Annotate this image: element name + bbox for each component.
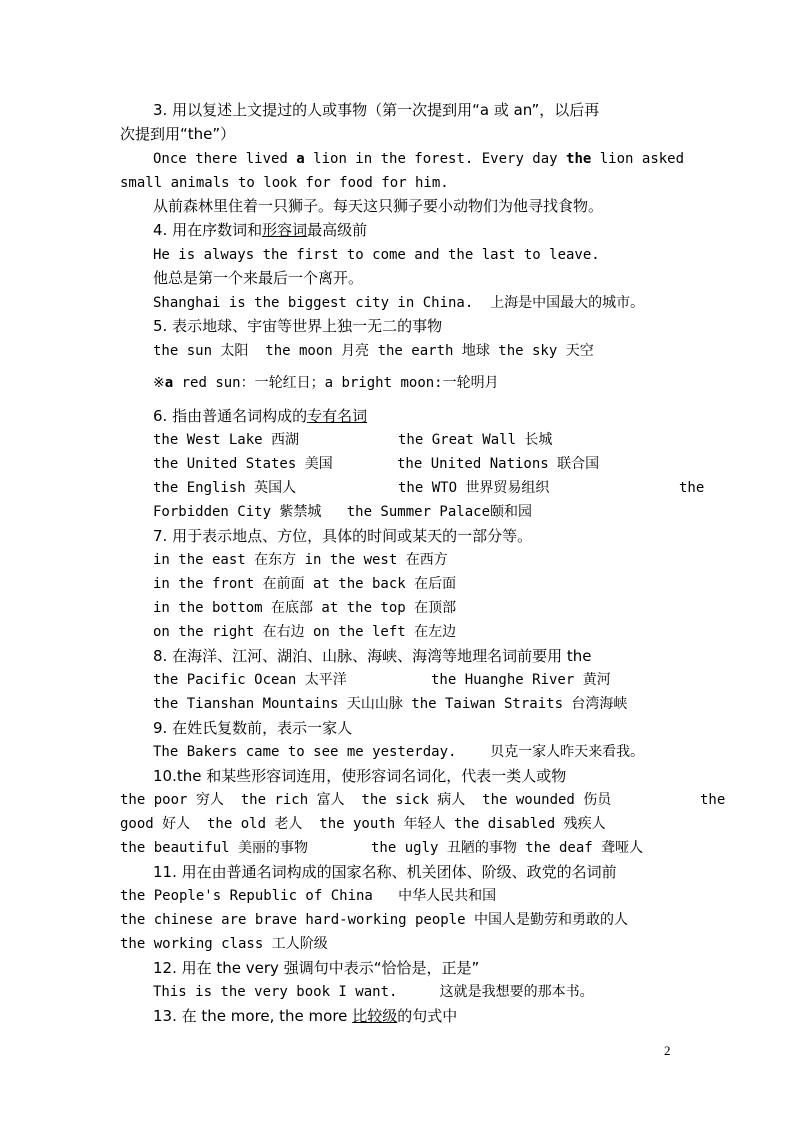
text-run: 13. 在 the more, the more (153, 1007, 353, 1025)
underlined-term: 比较级 (352, 1007, 398, 1025)
example-line: the beautiful 美丽的事物 (120, 840, 309, 856)
example-line: the (679, 480, 705, 496)
bold-article: a (164, 375, 174, 391)
section-12-heading: 12. 用在 the very 强调句中表示“恰恰是，正是” (153, 959, 480, 977)
example-line: the People's Republic of China 中华人民共和国 (120, 888, 497, 904)
text-run: 6. 指由普通名词构成的 (153, 407, 308, 425)
section-3-heading: 3. 用以复述上文提过的人或事物（第一次提到用“a 或 an”，以后再 (153, 101, 600, 119)
example-line: He is always the first to come and the last to leave. (153, 247, 600, 263)
example-line (153, 374, 499, 392)
example-line (153, 150, 684, 168)
bold-article: a (296, 151, 305, 167)
section-8-heading: 8. 在海洋、江河、湖泊、山脉、海峡、海湾等地理名词前要用 the (153, 647, 592, 665)
example-line: on the right 在右边 on the left 在左边 (153, 624, 457, 640)
section-13-heading (153, 1007, 457, 1025)
example-line: the sun 太阳 the moon 月亮 the earth 地球 the sky 天空 (153, 343, 594, 359)
example-line: the WTO 世界贸易组织 (398, 480, 550, 496)
bold-article: the (566, 151, 592, 167)
example-line: the ugly 丑陋的事物 the deaf 聋哑人 (371, 840, 644, 856)
example-line: the working class 工人阶级 (120, 936, 328, 952)
text-run: Once there lived (153, 151, 297, 167)
translation-line: 他总是第一个来最后一个离开。 (153, 269, 364, 287)
text-run: 4. 用在序数词和 (153, 221, 263, 239)
text-run: lion in the forest. Every day (304, 151, 567, 167)
example-line: the United States 美国 (153, 456, 333, 472)
example-line: Forbidden City 紫禁城 the Summer Palace颐和园 (153, 504, 533, 520)
section-6-heading (153, 407, 367, 425)
underlined-term: 形容词 (262, 221, 308, 239)
section-4-heading (153, 221, 367, 239)
example-line: in the east 在东方 in the west 在西方 (153, 552, 448, 568)
section-3-heading-cont: 次提到用“the”） (120, 125, 236, 143)
example-line: the chinese are brave hard-working people 中国人是勤劳和勇敢的人 (120, 912, 629, 928)
example-line: This is the very book I want. 这就是我想要的那本书。 (153, 984, 594, 1000)
reference-mark: ※ (153, 375, 165, 391)
example-line: the poor 穷人 the rich 富人 the sick 病人 the wounded 伤员 (120, 792, 612, 808)
example-line: The Bakers came to see me yesterday. 贝克一家人昨天来看我。 (153, 744, 645, 760)
page-number: 2 (664, 1043, 671, 1058)
example-line: in the bottom 在底部 at the top 在顶部 (153, 600, 457, 616)
text-run: 的句式中 (397, 1007, 458, 1025)
example-line: the Tianshan Mountains 天山山脉 the Taiwan Straits 台湾海峡 (153, 696, 628, 712)
section-9-heading: 9. 在姓氏复数前，表示一家人 (153, 719, 353, 737)
section-11-heading: 11. 用在由普通名词构成的国家名称、机关团体、阶级、政党的名词前 (153, 863, 617, 881)
example-line: the West Lake 西湖 (153, 432, 300, 448)
example-line: Shanghai is the biggest city in China. 上海是中国最大的城市。 (153, 295, 645, 311)
section-10-heading: 10.the 和某些形容词连用，使形容词名词化，代表一类人或物 (153, 767, 567, 785)
text-run: 最高级前 (307, 221, 368, 239)
example-line: the (700, 792, 726, 808)
example-line: small animals to look for food for him. (120, 175, 449, 191)
example-line: the United Nations 联合国 (397, 456, 600, 472)
example-line: the Huanghe River 黄河 (431, 672, 611, 688)
text-run: lion asked (591, 151, 685, 167)
example-line: good 好人 the old 老人 the youth 年轻人 the disabled 残疾人 (120, 816, 606, 832)
example-line: the Great Wall 长城 (398, 432, 553, 448)
section-5-heading: 5. 表示地球、宇宙等世界上独一无二的事物 (153, 317, 443, 335)
section-7-heading: 7. 用于表示地点、方位，具体的时间或某天的一部分等。 (153, 527, 533, 545)
translation-line: 从前森林里住着一只狮子。每天这只狮子要小动物们为他寻找食物。 (153, 197, 604, 215)
example-line: in the front 在前面 at the back 在后面 (153, 576, 457, 592)
underlined-term: 专有名词 (307, 407, 368, 425)
example-line: the English 英国人 (153, 480, 297, 496)
text-run: red sun：一轮红日；a bright moon:一轮明月 (173, 375, 499, 391)
example-line: the Pacific Ocean 太平洋 (153, 672, 347, 688)
